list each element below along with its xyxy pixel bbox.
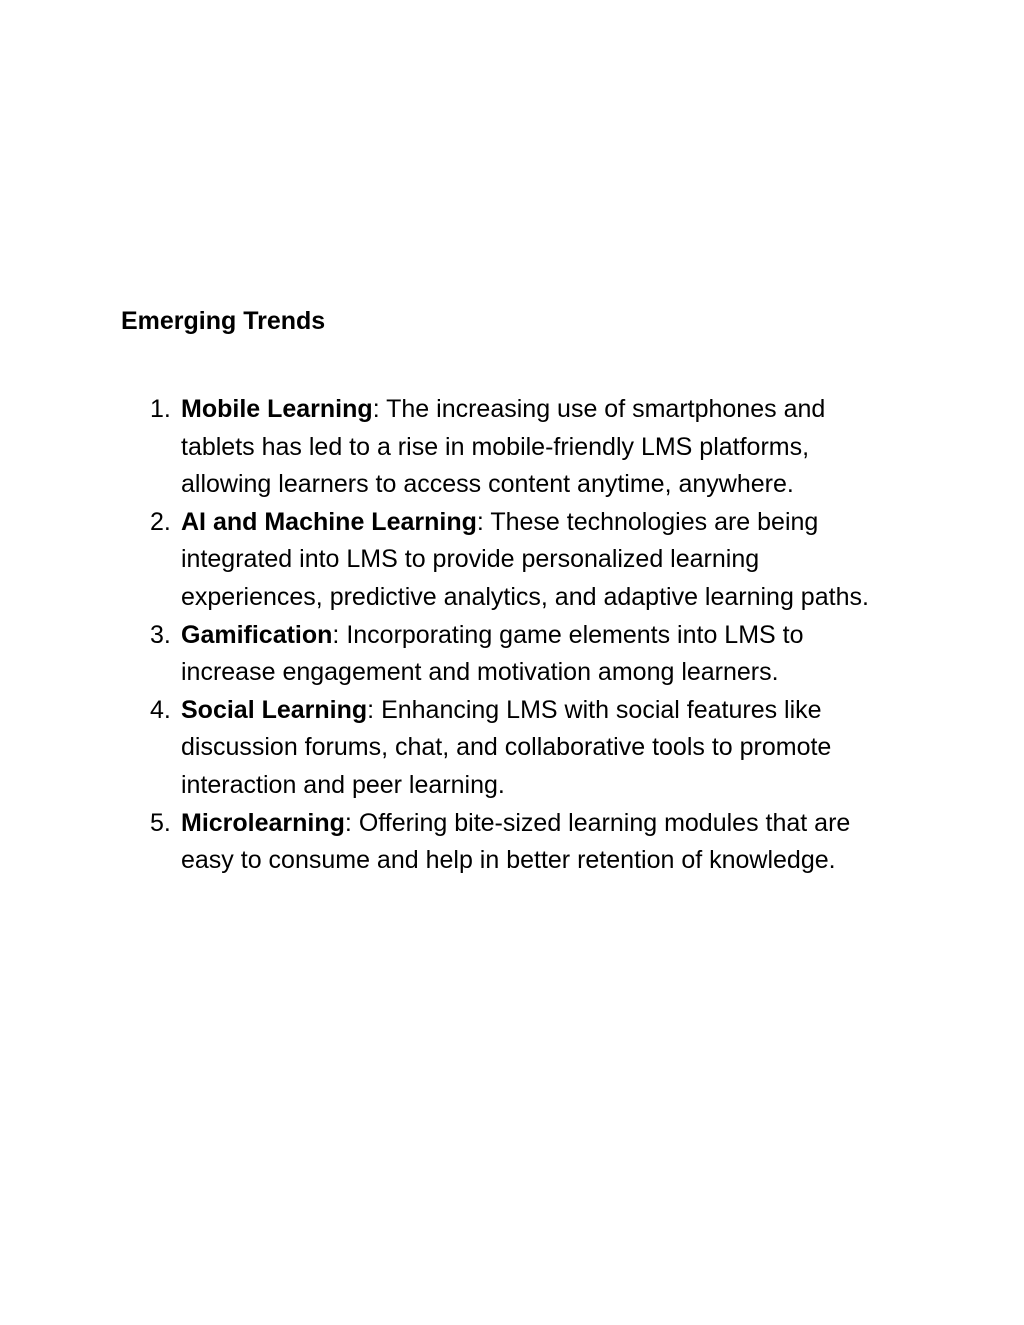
list-item-text bbox=[181, 617, 899, 692]
trend-term: AI and Machine Learning bbox=[181, 507, 477, 536]
list-item bbox=[150, 617, 910, 692]
trend-description: : Enhancing LMS with social features like discussion forums, chat, and collaborative tools to promote interaction and peer learning. bbox=[181, 695, 832, 799]
list-item bbox=[150, 692, 910, 805]
trend-term: Mobile Learning bbox=[181, 395, 373, 423]
list-number: 2. bbox=[150, 507, 171, 536]
list-item-text bbox=[181, 391, 899, 504]
emerging-trends-list bbox=[150, 391, 910, 880]
list-item bbox=[150, 805, 910, 880]
list-item bbox=[150, 504, 910, 617]
section-heading: Emerging Trends bbox=[121, 307, 326, 335]
list-number: 3. bbox=[150, 620, 171, 649]
list-item-text bbox=[181, 504, 899, 617]
trend-term: Microlearning bbox=[181, 808, 345, 837]
list-item bbox=[150, 391, 910, 504]
list-number: 1. bbox=[150, 395, 171, 423]
list-number: 5. bbox=[150, 808, 171, 837]
list-number: 4. bbox=[150, 695, 171, 724]
trend-description: : These technologies are being integrated into LMS to provide personalized learning experiences, predictive analytics, and adaptive learning paths. bbox=[181, 507, 869, 611]
trend-description: : Incorporating game elements into LMS to increase engagement and motivation among learners. bbox=[181, 620, 804, 687]
trend-term: Gamification bbox=[181, 620, 333, 649]
list-item-text bbox=[181, 692, 899, 805]
trend-description: : The increasing use of smartphones and tablets has led to a rise in mobile-friendly LMS platforms, allowing learners to access content anytime, anywhere. bbox=[181, 395, 826, 499]
list-item-text bbox=[181, 805, 899, 880]
trend-term: Social Learning bbox=[181, 695, 368, 724]
trend-description: : Offering bite-sized learning modules that are easy to consume and help in better retention of knowledge. bbox=[181, 808, 851, 875]
